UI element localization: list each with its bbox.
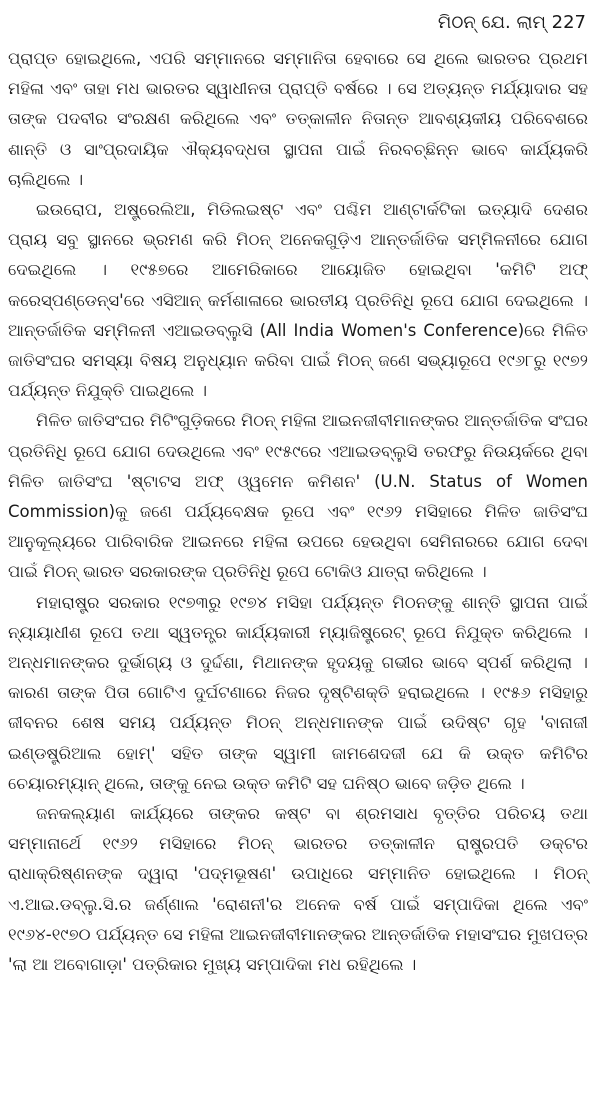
paragraph: ପ୍ରାପ୍ତ ହୋଇଥିଲେ, ଏପରି ସମ୍ମାନରେ ସମ୍ମାନିତା ହେବାରେ ସେ ଥିଲେ ଭାରତର ପ୍ରଥମ ମହିଳା ଏବଂ ତାହା ମଧ ଭାରତର ସ୍ୱାଧୀନତା ପ୍ରାପ୍ତି ବର୍ଷରେ । ସେ ଅତ୍ୟନ୍ତ ମର୍ଯ୍ୟାଦାର ସହ ତାଙ୍କ ପଦବୀର ସଂରକ୍ଷଣ କରିଥିଲେ ଏବଂ ତତ୍କାଳୀନ ନିତାନ୍ତ ଆବଶ୍ୟକୀୟ ପରିବେଶରେ ଶାନ୍ତି ଓ ସାଂପ୍ରଦାୟିକ ଐକ୍ୟବଦ୍ଧତା ସ୍ଥାପନା ପାଇଁ ନିରବଚ୍ଛିନ୍ନ ଭାବେ କାର୍ଯ୍ୟକରି ଚାଲିଥିଲେ । bbox=[8, 49, 588, 189]
paragraph: ମହାରାଷ୍ଟ୍ର ସରକାର ୧୯୭୩ରୁ ୧୯୭୪ ମସିହା ପର୍ଯ୍ୟନ୍ତ ମିଠନଙ୍କୁ ଶାନ୍ତି ସ୍ଥାପନା ପାଇଁ ନ୍ୟାୟାଧୀଶ ରୂପେ ତଥା ସ୍ୱତନ୍ତ୍ର କାର୍ଯ୍ୟକାରୀ ମ୍ୟାଜିଷ୍ଟ୍ରେଟ୍ ରୂପେ ନିଯୁକ୍ତ କରିଥିଲେ । ଅନ୍ଧମାନଙ୍କର ଦୁର୍ଭାଗ୍ୟ ଓ ଦୁର୍ଦ୍ଦଶା, ମିଥାନଙ୍କ ହୃଦୟକୁ ଗଭୀର ଭାବେ ସ୍ପର୍ଶ କରିଥିଲା । କାରଣ ତାଙ୍କ ପିତା ଗୋଟିଏ ଦୁର୍ଘଟଣାରେ ନିଜର ଦୃଷ୍ଟିଶକ୍ତି ହରାଇଥିଲେ । ୧୯୫୬ ମସିହାରୁ ଜୀବନର ଶେଷ ସମୟ ପର୍ଯ୍ୟନ୍ତ ମିଠନ୍ ଅନ୍ଧମାନଙ୍କ ପାଇଁ ଉଦିଷ୍ଟ ଗୃହ 'ବାନାଜୀ ଇଣ୍ଡଷ୍ଟ୍ରିଆଲ ହୋମ୍' ସହିତ ତାଙ୍କ ସ୍ୱାମୀ ଜାମଶେଦଜୀ ଯେ କି ଉକ୍ତ କମିଟିର ଚେୟାରମ୍ୟାନ୍ ଥିଲେ, ତାଙ୍କୁ ନେଇ ଉକ୍ତ କମିଟି ସହ ଘନିଷ୍ଠ ଭାବେ ଜଡ଼ିତ ଥିଲେ । bbox=[8, 592, 588, 793]
running-header bbox=[8, 8, 588, 44]
running-head-title: ମିଠନ୍ ଯେ. ଲାମ୍ bbox=[437, 12, 546, 33]
body-text bbox=[8, 44, 588, 980]
paragraph: ଜନକଲ୍ୟାଣ କାର୍ଯ୍ୟରେ ତାଙ୍କର କଷ୍ଟ ବା ଶ୍ରମସାଧ ବୃତ୍ତିର ପରିଚୟ ତଥା ସମ୍ମାନାର୍ଥେ ୧୯୬୨ ମସିହାରେ ମିଠନ୍ ଭାରତର ତତ୍କାଳୀନ ରାଷ୍ଟ୍ରପତି ଡକ୍ଟର ରାଧାକ୍ରିଷ୍ଣନଙ୍କ ଦ୍ୱାରା 'ପଦ୍ମଭୂଷଣ' ଉପାଧିରେ ସମ୍ମାନିତ ହୋଇଥିଲେ । ମିଠନ୍ ଏ.ଆଇ.ଡବ୍ଲୁ.ସି.ର ଜର୍ଣ୍ଣାଲ 'ରୋଶନୀ'ର ଅନେକ ବର୍ଷ ପାଇଁ ସମ୍ପାଦିକା ଥିଲେ ଏବଂ ୧୯୬୪-୧୯୭୦ ପର୍ଯ୍ୟନ୍ତ ସେ ମହିଳା ଆଇନଜୀବୀମାନଙ୍କର ଆନ୍ତର୍ଜାତିକ ମହାସଂଘର ମୁଖପତ୍ର 'ଲା ଆ ଅବୋଗାଡ଼ା' ପତ୍ରିକାର ମୁଖ୍ୟ ସମ୍ପାଦିକା ମଧ ରହିଥିଲେ । bbox=[8, 804, 588, 975]
paragraph: ମିଳିତ ଜାତିସଂଘର ମିଟିଂଗୁଡ଼ିକରେ ମିଠନ୍ ମହିଳା ଆଇନଜୀବୀମାନଙ୍କର ଆନ୍ତର୍ଜାତିକ ସଂଘର ପ୍ରତିନିଧି ରୂପେ ଯୋଗ ଦେଉଥିଲେ ଏବଂ ୧୯୫୯ରେ ଏଆଇଡବ୍ଲୁସି ତରଫରୁ ନିଉୟର୍କରେ ଥିବା ମିଳିତ ଜାତିସଂଘ 'ଷ୍ଟାଟସ ଅଫ୍ ଓ୍ୱମେନ କମିଶନ' (U.N. Status of Women Commission)କୁ ଜଣେ ପର୍ଯ୍ୟବେକ୍ଷକ ରୂପେ ଏବଂ ୧୯୬୨ ମସିହାରେ ମିଳିତ ଜାତିସଂଘ ଆନୁକୂଲ୍ୟରେ ପାରିବାରିକ ଆଇନରେ ମହିଳା ଉପରେ ହେଉଥିବା ସେମିନାରରେ ଯୋଗ ଦେବା ପାଇଁ ମିଠନ୍ ଭାରତ ସରକାରଙ୍କ ପ୍ରତିନିଧି ରୂପେ ଟୋକିଓ ଯାତ୍ରା କରିଥିଲେ । bbox=[8, 411, 588, 582]
page-number: 227 bbox=[551, 12, 586, 33]
paragraph: ଇଉରୋପ, ଅଷ୍ଟ୍ରେଲିଆ, ମିଡିଲଇଷ୍ଟ ଏବଂ ପଶ୍ଚିମ ଆଣ୍ଟାର୍କଟିକା ଇତ୍ୟାଦି ଦେଶର ପ୍ରାୟ ସବୁ ସ୍ଥାନରେ ଭ୍ରମଣ କରି ମିଠନ୍ ଅନେକଗୁଡ଼ିଏ ଆନ୍ତର୍ଜାତିକ ସମ୍ମିଳନୀରେ ଯୋଗ ଦେଇଥିଲେ । ୧୯୫୭ରେ ଆମେରିକାରେ ଆୟୋଜିତ ହୋଇଥିବା 'କମିଟି ଅଫ୍ କରେସ୍ପଣ୍ଡେନ୍ସ'ରେ ଏସିଆନ୍ କର୍ମଶାଳାରେ ଭାରତୀୟ ପ୍ରତିନିଧି ରୂପେ ଯୋଗ ଦେଇଥିଲେ । ଆନ୍ତର୍ଜାତିକ ସମ୍ମିଳନୀ ଏଆଇଡବ୍ଲୁସି (All India Women's Conference)ରେ ମିଳିତ ଜାତିସଂଘର ସମସ୍ୟା ବିଷୟ ଅନୁଧ୍ୟାନ କରିବା ପାଇଁ ମିଠନ୍ ଜଣେ ସଭ୍ୟାରୂପେ ୧୯୬୮ରୁ ୧୯୭୨ ପର୍ଯ୍ୟନ୍ତ ନିଯୁକ୍ତି ପାଇଥିଲେ । bbox=[8, 200, 588, 401]
